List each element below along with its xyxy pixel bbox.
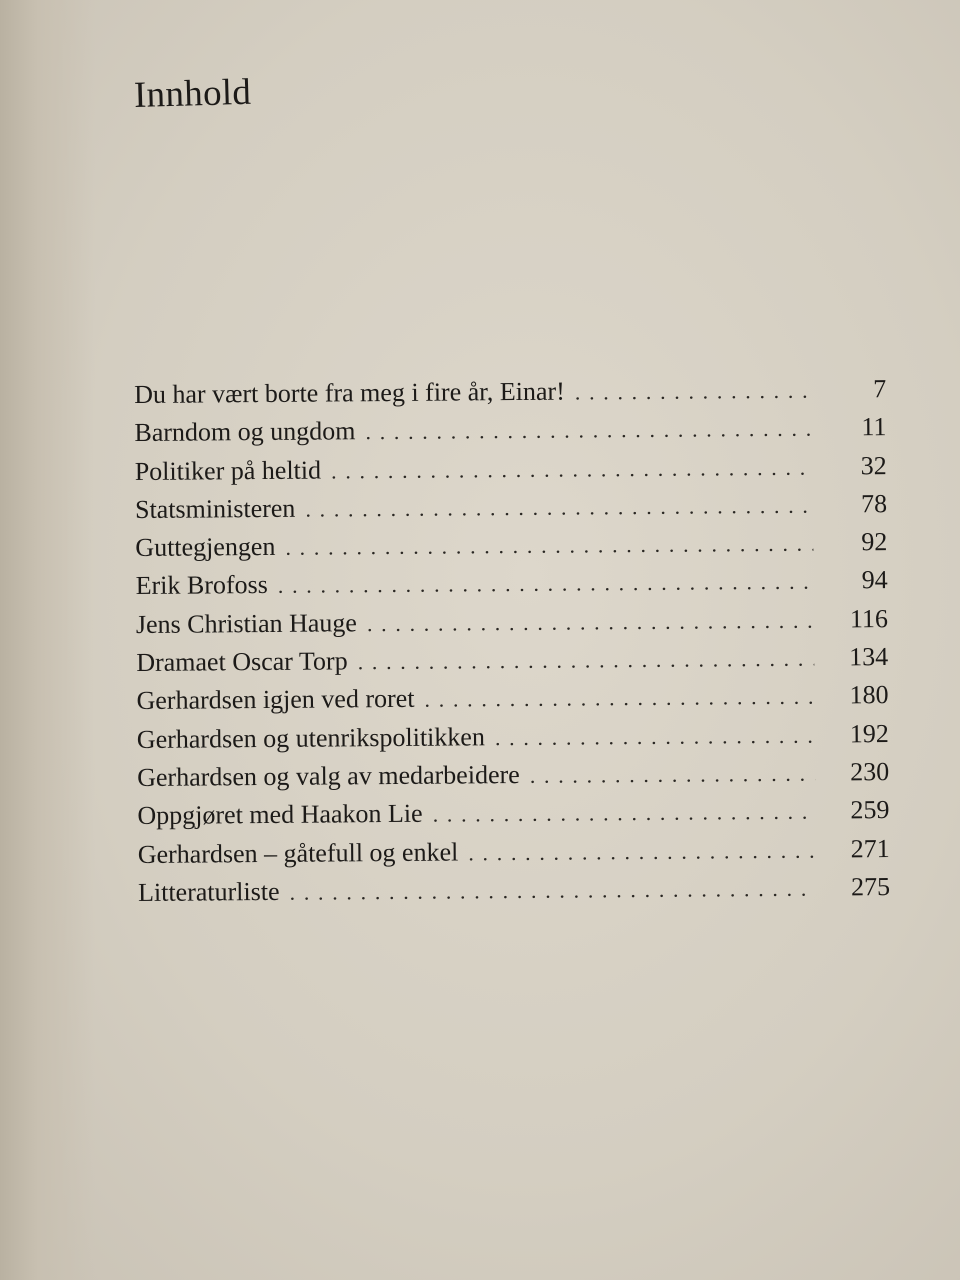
toc-entry	[134, 370, 886, 414]
dot-leader	[289, 870, 816, 912]
toc-entry-title: Statsministeren	[134, 493, 296, 524]
toc-entry-page-number: 271	[850, 833, 890, 863]
toc-entry	[136, 562, 888, 606]
toc-entry	[135, 447, 887, 491]
toc-entry-page-number: 32	[860, 450, 887, 480]
toc-entry-page-number: 92	[861, 527, 888, 557]
toc-entry-title: Oppgjøret med Haakon Lie	[137, 799, 423, 831]
dot-leader	[424, 678, 814, 719]
dot-leader	[530, 755, 816, 796]
toc-entry-title: Litteraturliste	[137, 876, 280, 907]
toc-entry	[137, 715, 889, 759]
toc-entry	[136, 676, 888, 720]
toc-entry-page-number: 259	[850, 795, 890, 825]
toc-entry-page-number: 116	[849, 603, 889, 634]
toc-entry-title: Gerhardsen og valg av medarbeidere	[137, 759, 520, 792]
toc-entry-title: Gerhardsen igjen ved roret	[136, 684, 415, 716]
dot-leader	[357, 640, 814, 682]
toc-entry	[137, 753, 889, 797]
toc-entry	[134, 408, 886, 452]
toc-entry-title: Jens Christian Hauge	[135, 608, 358, 639]
toc-entry-page-number: 94	[861, 565, 888, 595]
dot-leader	[305, 487, 813, 529]
dot-leader	[367, 601, 814, 643]
toc-entry	[138, 830, 890, 874]
toc-entry-page-number: 192	[849, 718, 889, 749]
toc-entry	[136, 638, 888, 682]
toc-entry-title: Gerhardsen – gåtefull og enkel	[137, 837, 459, 869]
dot-leader	[495, 716, 815, 757]
toc-entry-page-number: 230	[850, 757, 890, 787]
table-of-contents	[134, 370, 890, 912]
toc-entry-title: Barndom og ungdom	[134, 416, 356, 448]
toc-entry-page-number: 180	[849, 680, 889, 710]
dot-leader	[365, 410, 812, 452]
dot-leader	[285, 525, 813, 567]
toc-entry-title: Erik Brofoss	[135, 570, 268, 601]
dot-leader	[331, 448, 813, 490]
toc-entry-page-number: 134	[849, 642, 889, 672]
toc-entry-page-number: 78	[860, 488, 888, 519]
toc-entry-title: Dramaet Oscar Torp	[136, 646, 348, 678]
toc-entry	[136, 600, 888, 644]
toc-entry	[135, 523, 887, 567]
toc-entry-title: Gerhardsen og utenrikspolitikken	[136, 721, 485, 754]
dot-leader	[468, 831, 816, 872]
toc-entry	[137, 791, 889, 835]
toc-entry-title: Guttegjengen	[135, 532, 276, 563]
dot-leader	[432, 793, 815, 834]
toc-entry-page-number: 11	[861, 412, 887, 442]
toc-entry-title: Politiker på heltid	[134, 455, 322, 486]
dot-leader	[278, 563, 814, 606]
toc-entry	[138, 868, 890, 912]
dot-leader	[575, 372, 813, 412]
toc-entry	[135, 485, 887, 529]
toc-entry-page-number: 275	[850, 871, 891, 902]
page-title: Innhold	[133, 71, 252, 116]
toc-entry-title: Du har vært borte fra meg i fire år, Einar!	[134, 376, 565, 409]
toc-entry-page-number: 7	[873, 374, 887, 404]
